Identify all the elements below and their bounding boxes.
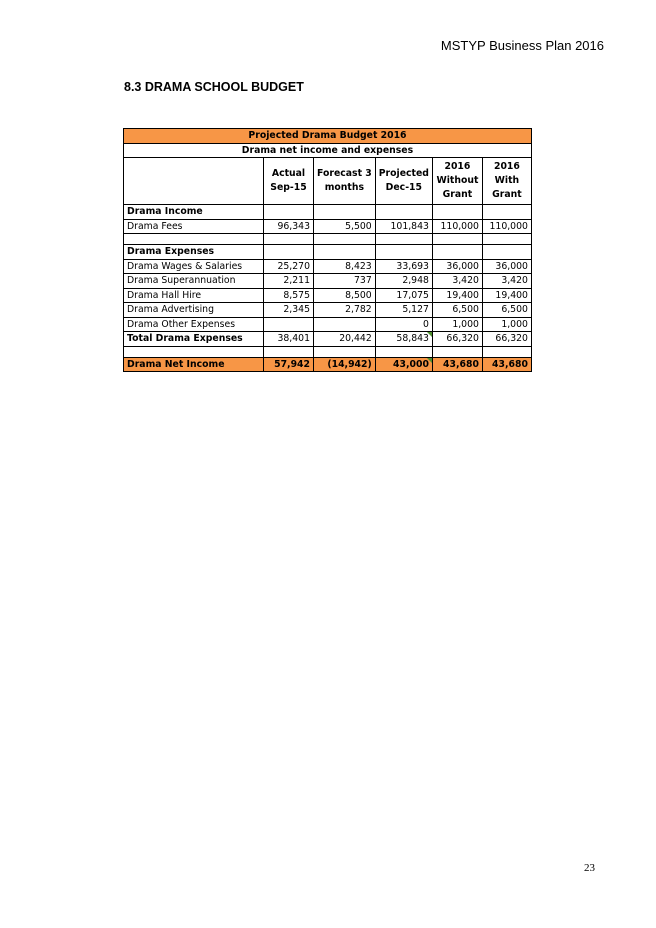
cell-value: 110,000 xyxy=(432,219,482,234)
cell-value: 2,948 xyxy=(375,274,432,289)
cell-value: 38,401 xyxy=(264,332,314,347)
income-heading: Drama Income xyxy=(124,205,264,220)
cell-value xyxy=(264,317,314,332)
table-subtitle-row xyxy=(124,143,532,158)
column-header: 2016 Without Grant xyxy=(432,158,482,205)
cell-value: 5,127 xyxy=(375,303,432,318)
cell-value: 36,000 xyxy=(482,259,531,274)
cell-value: 57,942 xyxy=(264,357,314,372)
cell-value: 20,442 xyxy=(314,332,376,347)
column-header: Actual Sep-15 xyxy=(264,158,314,205)
cell-value: 96,343 xyxy=(264,219,314,234)
income-heading-row xyxy=(124,205,532,220)
cell-value: 6,500 xyxy=(432,303,482,318)
cell-value: 2,211 xyxy=(264,274,314,289)
spacer-row xyxy=(124,346,532,357)
cell-value: 25,270 xyxy=(264,259,314,274)
cell-value: 3,420 xyxy=(432,274,482,289)
row-label: Drama Other Expenses xyxy=(124,317,264,332)
cell-value: 6,500 xyxy=(482,303,531,318)
total-label: Total Drama Expenses xyxy=(124,332,264,347)
cell-value: 36,000 xyxy=(432,259,482,274)
expenses-heading: Drama Expenses xyxy=(124,245,264,260)
cell-value: 43,680 xyxy=(432,357,482,372)
drama-budget-table xyxy=(123,128,532,372)
table-row xyxy=(124,274,532,289)
cell-value: 737 xyxy=(314,274,376,289)
section-title: 8.3 DRAMA SCHOOL BUDGET xyxy=(124,80,304,94)
cell-value: 3,420 xyxy=(482,274,531,289)
table-row xyxy=(124,219,532,234)
row-label: Drama Superannuation xyxy=(124,274,264,289)
cell-value: 8,575 xyxy=(264,288,314,303)
cell-value: 66,320 xyxy=(432,332,482,347)
cell-value xyxy=(314,317,376,332)
cell-value: 2,782 xyxy=(314,303,376,318)
cell-value: 19,400 xyxy=(482,288,531,303)
row-label: Drama Hall Hire xyxy=(124,288,264,303)
table-row xyxy=(124,303,532,318)
cell-value: 19,400 xyxy=(432,288,482,303)
cell-value: 33,693 xyxy=(375,259,432,274)
cell-value: (14,942) xyxy=(314,357,376,372)
column-header: Forecast 3 months xyxy=(314,158,376,205)
cell-value: 110,000 xyxy=(482,219,531,234)
column-header-label xyxy=(124,158,264,205)
column-header: 2016 With Grant xyxy=(482,158,531,205)
table-banner: Projected Drama Budget 2016 xyxy=(124,129,532,144)
column-header: Projected Dec-15 xyxy=(375,158,432,205)
expenses-heading-row xyxy=(124,245,532,260)
cell-value: 58,843 xyxy=(375,332,432,347)
net-income-label: Drama Net Income xyxy=(124,357,264,372)
cell-value: 43,000 xyxy=(375,357,432,372)
cell-value: 8,500 xyxy=(314,288,376,303)
cell-value: 1,000 xyxy=(482,317,531,332)
spacer-row xyxy=(124,234,532,245)
cell-value: 2,345 xyxy=(264,303,314,318)
document-header: MSTYP Business Plan 2016 xyxy=(440,38,604,53)
net-income-row xyxy=(124,357,532,372)
table-subtitle: Drama net income and expenses xyxy=(124,143,532,158)
table-banner-row xyxy=(124,129,532,144)
cell-value: 5,500 xyxy=(314,219,376,234)
row-label: Drama Fees xyxy=(124,219,264,234)
row-label: Drama Advertising xyxy=(124,303,264,318)
cell-value: 101,843 xyxy=(375,219,432,234)
cell-value: 1,000 xyxy=(432,317,482,332)
cell-value: 17,075 xyxy=(375,288,432,303)
total-row xyxy=(124,332,532,347)
table-row xyxy=(124,288,532,303)
cell-value: 43,680 xyxy=(482,357,531,372)
cell-value: 8,423 xyxy=(314,259,376,274)
cell-value: 66,320 xyxy=(482,332,531,347)
page-number: 23 xyxy=(584,862,595,874)
cell-value: 0 xyxy=(375,317,432,332)
table-row xyxy=(124,259,532,274)
row-label: Drama Wages & Salaries xyxy=(124,259,264,274)
column-header-row xyxy=(124,158,532,205)
table-row xyxy=(124,317,532,332)
